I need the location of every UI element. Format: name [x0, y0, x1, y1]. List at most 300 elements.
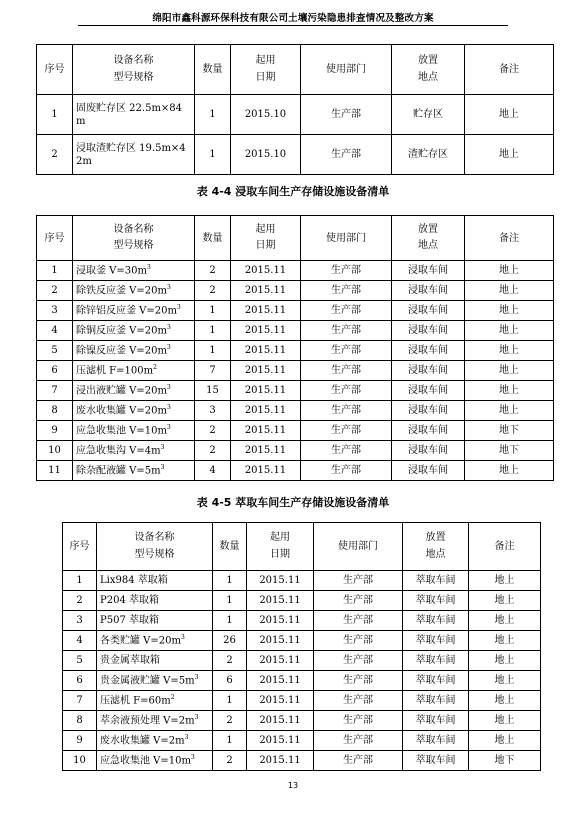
cell-name [97, 671, 213, 691]
cell-place [392, 421, 465, 441]
cell-place-text: 浸取车间 [408, 385, 448, 396]
cell-date [231, 261, 301, 281]
cell-place-text: 萃取车间 [415, 575, 456, 586]
table-row [37, 301, 554, 321]
cell-date [247, 611, 314, 631]
cell-dept [314, 711, 403, 731]
cell-qty-text: 1 [226, 615, 233, 626]
col-header-name-line1: 设备名称 [113, 55, 154, 66]
unit-exponent: 3 [160, 463, 165, 471]
cell-date [231, 341, 301, 361]
cell-date [247, 631, 314, 651]
cell-dept-text: 生产部 [343, 695, 373, 706]
cell-dept-text: 生产部 [343, 675, 373, 686]
cell-name-text: 除铜反应釜 V=20m [76, 325, 167, 337]
cell-qty [213, 611, 247, 631]
col-header-place-line2: 地点 [418, 71, 438, 83]
cell-dept [301, 261, 392, 281]
cell-place [392, 381, 465, 401]
cell-no [37, 401, 73, 421]
cell-name-text: Lix984 萃取箱 [100, 575, 168, 586]
cell-qty-text: 1 [209, 345, 216, 356]
cell-qty [213, 651, 247, 671]
cell-name [97, 571, 213, 591]
cell-place [403, 671, 469, 691]
table-row [63, 751, 541, 771]
cell-qty-text: 2 [226, 715, 233, 726]
cell-date-text: 2015.11 [244, 465, 287, 476]
cell-no [37, 421, 73, 441]
cell-qty-text: 7 [209, 365, 216, 376]
cell-date-text: 2015.11 [259, 675, 301, 686]
cell-name-text: 萃余液预处理 V=2m [100, 715, 195, 727]
col-header-date-line2: 日期 [255, 71, 276, 83]
table-row [37, 135, 554, 175]
cell-no-text: 10 [73, 755, 86, 766]
cell-qty-text: 1 [226, 695, 233, 706]
col-header-no: 序号 [63, 523, 97, 571]
cell-no-text: 9 [51, 425, 58, 436]
table-row [37, 461, 554, 481]
cell-dept [301, 421, 392, 441]
cell-no-text: 2 [51, 285, 58, 296]
cell-no [37, 441, 73, 461]
cell-qty [213, 691, 247, 711]
cell-date [247, 751, 314, 771]
cell-qty [195, 381, 231, 401]
cell-dept [301, 341, 392, 361]
cell-dept [314, 731, 403, 751]
cell-place-text: 渣贮存区 [408, 149, 448, 160]
cell-place-text: 萃取车间 [415, 615, 456, 626]
cell-name [73, 421, 195, 441]
cell-place-text: 萃取车间 [415, 715, 456, 726]
cell-qty-text: 2 [226, 655, 233, 666]
cell-no-text: 4 [51, 325, 58, 336]
cell-date [231, 441, 301, 461]
table-row [37, 401, 554, 421]
cell-dept [301, 401, 392, 421]
cell-name [73, 321, 195, 341]
cell-remark-text: 地上 [499, 345, 519, 356]
col-header-no: 序号 [37, 45, 73, 95]
cell-remark [465, 461, 554, 481]
cell-place-text: 萃取车间 [415, 755, 456, 766]
cell-remark [465, 321, 554, 341]
cell-name-text: 应急收集沟 V=4m [76, 445, 161, 457]
cell-remark-text: 地上 [499, 465, 519, 476]
cell-date [231, 401, 301, 421]
cell-date-text: 2015.11 [244, 285, 287, 296]
cell-name-text: 浸取渣贮存区 19.5m×42m [76, 142, 186, 167]
col-header-dept: 使用部门 [301, 216, 392, 261]
cell-no [63, 611, 97, 631]
cell-name [97, 591, 213, 611]
cell-place-text: 浸取车间 [408, 325, 448, 336]
col-header-remark: 备注 [465, 45, 554, 95]
table-caption-4-5: 表 4-5 萃取车间生产存储设施设备清单 [196, 496, 390, 509]
cell-date [247, 691, 314, 711]
cell-place [403, 571, 469, 591]
cell-dept [301, 461, 392, 481]
cell-place-text: 浸取车间 [408, 465, 448, 476]
cell-date-text: 2015.11 [259, 655, 301, 666]
cell-date [247, 591, 314, 611]
cell-no-text: 3 [76, 615, 83, 626]
cell-place-text: 浸取车间 [408, 405, 448, 416]
cell-qty [213, 671, 247, 691]
cell-name-text: 固废贮存区 22.5m×84m [76, 102, 183, 127]
col-header-name-line2: 型号规格 [113, 71, 154, 83]
cell-date [247, 671, 314, 691]
cell-remark [465, 341, 554, 361]
table-header-row [63, 523, 541, 571]
cell-remark-text: 地上 [499, 385, 519, 396]
cell-qty [195, 281, 231, 301]
table-row [37, 341, 554, 361]
cell-qty [213, 711, 247, 731]
cell-place-text: 浸取车间 [408, 425, 448, 436]
col-header-dept: 使用部门 [301, 45, 392, 95]
cell-remark [465, 421, 554, 441]
cell-dept-text: 生产部 [343, 615, 373, 626]
col-header-qty: 数量 [213, 523, 247, 571]
cell-no [63, 691, 97, 711]
cell-no [37, 461, 73, 481]
cell-no-text: 1 [76, 575, 83, 586]
table-row [37, 421, 554, 441]
cell-remark-text: 地上 [494, 675, 515, 686]
cell-date-text: 2015.11 [259, 695, 301, 706]
cell-date-text: 2015.11 [244, 385, 287, 396]
cell-remark [465, 401, 554, 421]
cell-remark-text: 地上 [494, 595, 515, 606]
cell-dept [314, 671, 403, 691]
page-header: 绵阳市鑫科源环保科技有限公司土壤污染隐患排查情况及整改方案 [152, 13, 434, 24]
cell-date [231, 381, 301, 401]
col-header-date-line1: 起用 [270, 532, 290, 543]
cell-dept-text: 生产部 [343, 635, 373, 646]
col-header-name-line2: 型号规格 [113, 240, 154, 251]
cell-qty-text: 1 [209, 149, 216, 160]
table-row [63, 691, 541, 711]
cell-dept-text: 生产部 [331, 445, 361, 456]
cell-place-text: 浸取车间 [408, 345, 448, 356]
cell-remark [469, 571, 541, 591]
cell-qty [213, 591, 247, 611]
cell-no [37, 95, 73, 135]
cell-name [73, 261, 195, 281]
cell-date [247, 731, 314, 751]
table-row [37, 441, 554, 461]
cell-date-text: 2015.11 [244, 325, 287, 336]
cell-remark-text: 地上 [499, 365, 519, 376]
unit-exponent: 3 [181, 633, 185, 641]
cell-place [403, 631, 469, 651]
cell-remark [469, 671, 541, 691]
cell-remark-text: 地上 [499, 265, 519, 276]
cell-no [37, 301, 73, 321]
cell-name [97, 631, 213, 651]
table-caption-4-4: 表 4-4 浸取车间生产存储设施设备清单 [196, 185, 390, 198]
cell-date [231, 461, 301, 481]
col-header-name-line1: 设备名称 [134, 532, 175, 543]
cell-no-text: 2 [76, 595, 83, 606]
cell-date-text: 2015.11 [259, 635, 301, 646]
cell-dept [301, 135, 392, 175]
cell-name [73, 135, 195, 175]
cell-remark-text: 地上 [494, 635, 515, 646]
cell-name [73, 95, 195, 135]
cell-name [97, 731, 213, 751]
unit-exponent: 3 [184, 733, 189, 741]
cell-date-text: 2015.11 [259, 575, 301, 586]
cell-name-text: 应急收集池 V=10m [100, 755, 191, 767]
cell-name-text: 除锌铝反应釜 V=20m [76, 305, 177, 317]
cell-no-text: 6 [51, 365, 58, 376]
col-header-no: 序号 [37, 216, 73, 261]
table-header-row [37, 45, 554, 95]
unit-exponent: 3 [167, 323, 171, 331]
cell-place [392, 441, 465, 461]
table-row [63, 731, 541, 751]
table-row [37, 281, 554, 301]
unit-exponent: 3 [167, 403, 171, 411]
cell-place-text: 萃取车间 [415, 635, 456, 646]
cell-dept-text: 生产部 [343, 595, 373, 606]
cell-place [392, 321, 465, 341]
cell-qty-text: 1 [226, 575, 233, 586]
cell-remark-text: 地上 [499, 109, 519, 120]
table-leaching-workshop [36, 215, 554, 481]
cell-dept-text: 生产部 [331, 385, 361, 396]
cell-date [231, 135, 301, 175]
cell-name-text: 压滤机 F=100m [76, 365, 154, 377]
cell-dept-text: 生产部 [331, 325, 361, 336]
cell-date [231, 95, 301, 135]
cell-place-text: 浸取车间 [408, 265, 448, 276]
cell-date [231, 301, 301, 321]
cell-remark-text: 地上 [499, 305, 519, 316]
cell-date-text: 2015.10 [244, 109, 287, 120]
col-header-dept: 使用部门 [314, 523, 403, 571]
cell-place-text: 萃取车间 [415, 655, 456, 666]
table-row [37, 321, 554, 341]
cell-qty-text: 2 [209, 265, 216, 276]
cell-no-text: 3 [51, 305, 58, 316]
cell-dept [301, 441, 392, 461]
cell-qty-text: 26 [223, 635, 236, 646]
cell-remark [469, 731, 541, 751]
cell-place [403, 611, 469, 631]
cell-no [37, 281, 73, 301]
page-number: 13 [287, 781, 299, 790]
cell-qty [195, 421, 231, 441]
cell-date [231, 321, 301, 341]
col-header-name-line2: 型号规格 [134, 548, 175, 560]
cell-date [247, 651, 314, 671]
cell-dept-text: 生产部 [331, 345, 361, 356]
cell-remark-text: 地上 [494, 575, 515, 586]
cell-dept [314, 691, 403, 711]
cell-no [63, 751, 97, 771]
cell-name [73, 461, 195, 481]
cell-remark-text: 地上 [494, 655, 515, 666]
cell-place [403, 691, 469, 711]
table-storage-areas [36, 44, 554, 175]
table-row [63, 651, 541, 671]
cell-name [73, 281, 195, 301]
cell-remark [469, 751, 541, 771]
cell-date [247, 711, 314, 731]
cell-no [37, 361, 73, 381]
cell-name [73, 341, 195, 361]
cell-no-text: 6 [76, 675, 83, 686]
cell-dept-text: 生产部 [343, 715, 373, 726]
cell-remark [465, 301, 554, 321]
col-header-name [73, 216, 195, 261]
cell-date-text: 2015.11 [244, 405, 287, 416]
cell-dept-text: 生产部 [331, 305, 361, 316]
cell-date-text: 2015.11 [244, 365, 287, 376]
cell-no [37, 135, 73, 175]
cell-place [392, 401, 465, 421]
cell-dept [301, 321, 392, 341]
cell-dept-text: 生产部 [343, 735, 373, 746]
cell-date [247, 571, 314, 591]
cell-no [63, 731, 97, 751]
cell-remark [469, 691, 541, 711]
cell-date-text: 2015.11 [259, 755, 301, 766]
cell-name-text: 贵金属液贮罐 V=5m [100, 675, 195, 687]
col-header-remark: 备注 [465, 216, 554, 261]
cell-no [37, 341, 73, 361]
cell-dept-text: 生产部 [331, 465, 361, 476]
cell-no [63, 711, 97, 731]
cell-remark-text: 地上 [494, 715, 515, 726]
cell-place [403, 651, 469, 671]
cell-name [73, 361, 195, 381]
cell-name-text: 浸取釜 V=30m [76, 265, 147, 277]
table-row [37, 381, 554, 401]
cell-qty [213, 751, 247, 771]
cell-remark [465, 135, 554, 175]
cell-no-text: 11 [48, 465, 61, 476]
cell-name-text: 除铁反应釜 V=20m [76, 285, 167, 297]
unit-exponent: 3 [194, 713, 199, 721]
cell-qty-text: 1 [209, 305, 216, 316]
cell-remark [465, 95, 554, 135]
cell-place-text: 萃取车间 [415, 735, 456, 746]
cell-qty-text: 4 [209, 465, 216, 476]
table-extraction-workshop [62, 522, 541, 771]
cell-date-text: 2015.11 [244, 265, 287, 276]
cell-no-text: 8 [76, 715, 83, 726]
unit-exponent: 3 [167, 283, 171, 291]
col-header-place [392, 45, 465, 95]
cell-qty [195, 401, 231, 421]
cell-place [403, 751, 469, 771]
cell-remark [465, 381, 554, 401]
cell-name [73, 401, 195, 421]
cell-qty [195, 135, 231, 175]
cell-dept [314, 591, 403, 611]
cell-place-text: 萃取车间 [415, 675, 456, 686]
cell-dept-text: 生产部 [331, 425, 361, 436]
cell-place-text: 浸取车间 [408, 365, 448, 376]
col-header-name [73, 45, 195, 95]
cell-date-text: 2015.11 [259, 735, 301, 746]
cell-qty-text: 2 [226, 755, 233, 766]
cell-qty-text: 1 [209, 325, 216, 336]
cell-qty-text: 2 [209, 445, 216, 456]
cell-place [392, 301, 465, 321]
table-row [37, 261, 554, 281]
cell-place-text: 萃取车间 [415, 695, 456, 706]
cell-remark-text: 地上 [499, 405, 519, 416]
unit-exponent: 3 [191, 753, 195, 761]
cell-dept-text: 生产部 [331, 109, 361, 120]
table-row [37, 95, 554, 135]
cell-name-text: 应急收集池 V=10m [76, 425, 167, 437]
col-header-qty: 数量 [195, 216, 231, 261]
cell-remark-text: 地下 [499, 425, 519, 436]
cell-qty-text: 2 [209, 285, 216, 296]
cell-qty [195, 95, 231, 135]
col-header-place [403, 523, 469, 571]
cell-date-text: 2015.10 [244, 149, 287, 160]
cell-dept [301, 95, 392, 135]
cell-date-text: 2015.11 [244, 445, 287, 456]
cell-date-text: 2015.11 [259, 715, 301, 726]
cell-date [231, 281, 301, 301]
cell-remark-text: 地上 [494, 735, 515, 746]
cell-remark [465, 261, 554, 281]
cell-dept-text: 生产部 [343, 755, 373, 766]
cell-no-text: 10 [48, 445, 61, 456]
cell-no-text: 1 [51, 265, 58, 276]
unit-exponent: 3 [167, 383, 171, 391]
col-header-place-line1: 放置 [425, 532, 446, 543]
cell-name-text: 废水收集罐 V=2m [100, 735, 185, 747]
cell-remark [469, 631, 541, 651]
cell-no-text: 8 [51, 405, 58, 416]
col-header-name [97, 523, 213, 571]
cell-date [231, 421, 301, 441]
cell-qty [195, 441, 231, 461]
cell-remark [465, 441, 554, 461]
col-header-qty: 数量 [195, 45, 231, 95]
col-header-name-line1: 设备名称 [113, 223, 154, 235]
cell-name [73, 301, 195, 321]
cell-qty [213, 571, 247, 591]
table-row [63, 711, 541, 731]
table-row [63, 571, 541, 591]
cell-remark-text: 地下 [494, 755, 515, 766]
cell-remark [469, 711, 541, 731]
cell-no [63, 591, 97, 611]
cell-name-text: 除杂配液罐 V=5m [76, 465, 161, 477]
cell-no-text: 7 [76, 695, 83, 706]
cell-place [392, 261, 465, 281]
cell-name [97, 611, 213, 631]
cell-no-text: 4 [76, 635, 83, 646]
cell-no-text: 7 [51, 385, 58, 396]
cell-no-text: 9 [76, 735, 83, 746]
cell-qty [195, 301, 231, 321]
col-header-date-line2: 日期 [270, 548, 290, 560]
cell-remark-text: 地上 [499, 149, 519, 160]
